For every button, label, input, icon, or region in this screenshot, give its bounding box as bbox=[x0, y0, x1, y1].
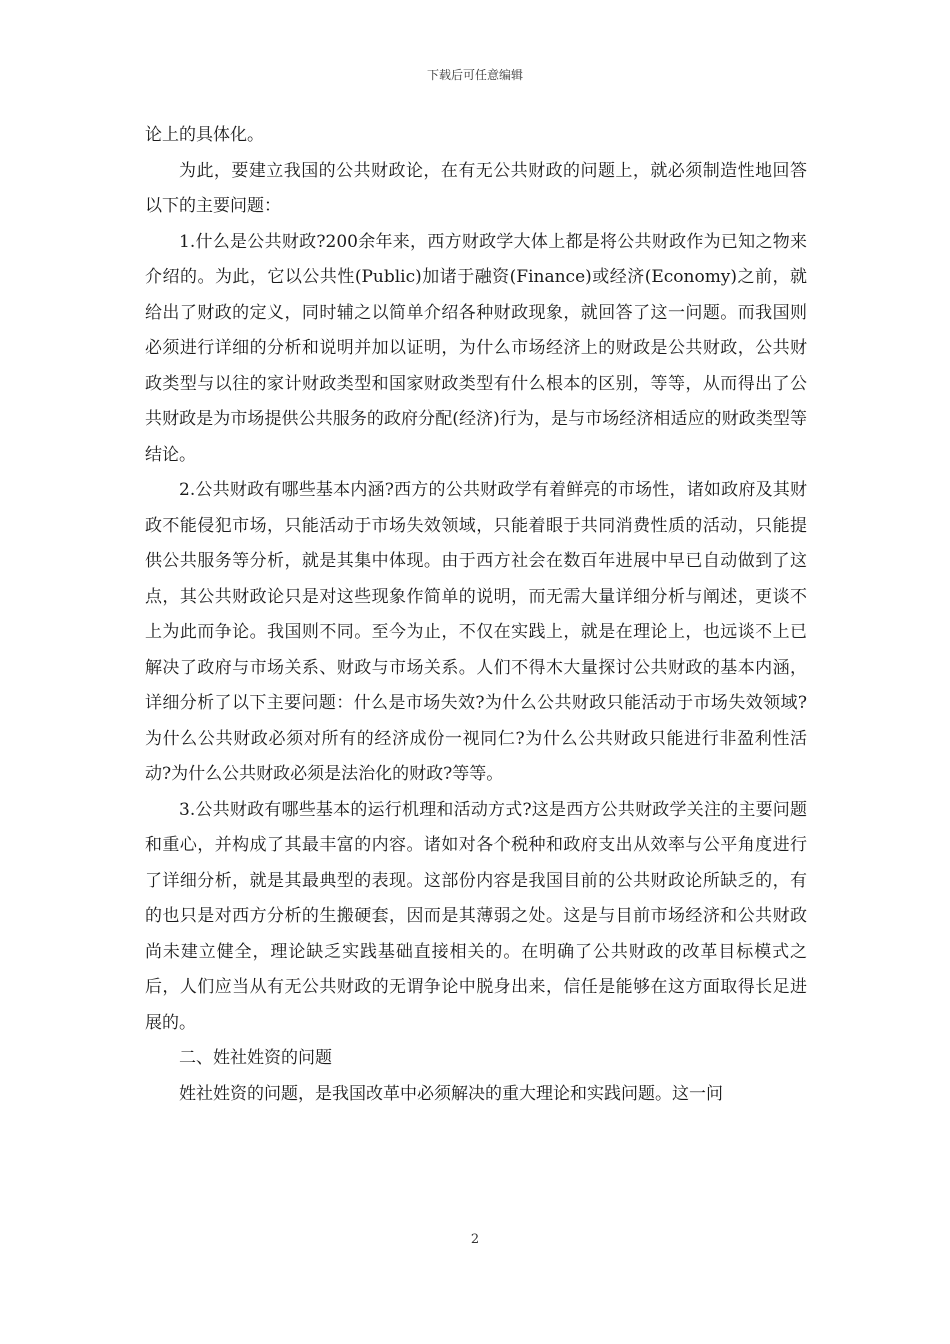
page-number: 2 bbox=[470, 1232, 480, 1247]
paragraph-question-3: 3.公共财政有哪些基本的运行机理和活动方式?这是西方公共财政学关注的主要问题和重心，并构成了其最丰富的内容。诸如对各个税种和政府支出从效率与公平角度进行了详细分析，就是其最典型的表现。这部份内容是我国目前的公共财政论所缺乏的，有的也只是对西方分析的生搬硬套，因而是其薄弱之处。这是与目前市场经济和公共财政尚未建立健全，理论缺乏实践基础直接相关的。在明确了公共财政的改革目标模式之后，人们应当从有无公共财政的无谓争论中脱身出来，信任是能够在这方面取得长足进展的。 bbox=[145, 799, 807, 1033]
paragraph-section-start: 姓社姓资的问题，是我国改革中必须解决的重大理论和实践问题。这一问 bbox=[179, 1083, 723, 1104]
paragraph-question-1: 1.什么是公共财政?200余年来，西方财政学大体上都是将公共财政作为已知之物来介绍的。为此，它以公共性(Public)加诸于融资(Finance)或经济(Economy)之前，就给出了财政的定义，同时辅之以简单介绍各种财政现象，就回答了这一问题。而我国则必须进行详细的分析和说明并加以证明，为什么市场经济上的财政是公共财政，公共财政类型与以往的家计财政类型和国家财政类型有什么根本的区别，等等，从而得出了公共财政是为市场提供公共服务的政府分配(经济)行为，是与市场经济相适应的财政类型等结论。 bbox=[145, 231, 807, 465]
paragraph-continuation: 论上的具体化。 bbox=[145, 125, 264, 145]
document-body bbox=[145, 118, 807, 1112]
page-header: 下载后可任意编辑 bbox=[426, 68, 523, 82]
section-heading: 二、姓社姓资的问题 bbox=[179, 1048, 332, 1068]
paragraph-question-2: 2.公共财政有哪些基本内涵?西方的公共财政学有着鲜亮的市场性，诸如政府及其财政不能侵犯市场，只能活动于市场失效领域，只能着眼于共同消费性质的活动，只能提供公共服务等分析，就是其集中体现。由于西方社会在数百年进展中早已自动做到了这点，其公共财政论只是对这些现象作简单的说明，而无需大量详细分析与阐述，更谈不上为此而争论。我国则不同。至今为止，不仅在实践上，就是在理论上，也远谈不上已解决了政府与市场关系、财政与市场关系。人们不得木大量探讨公共财政的基本内涵，详细分析了以下主要问题：什么是市场失效?为什么公共财政只能活动于市场失效领域?为什么公共财政必须对所有的经济成份一视同仁?为什么公共财政只能进行非盈利性活动?为什么公共财政必须是法治化的财政?等等。 bbox=[145, 480, 807, 784]
paragraph-intro: 为此，要建立我国的公共财政论，在有无公共财政的问题上，就必须制造性地回答以下的主要问题： bbox=[145, 160, 807, 216]
